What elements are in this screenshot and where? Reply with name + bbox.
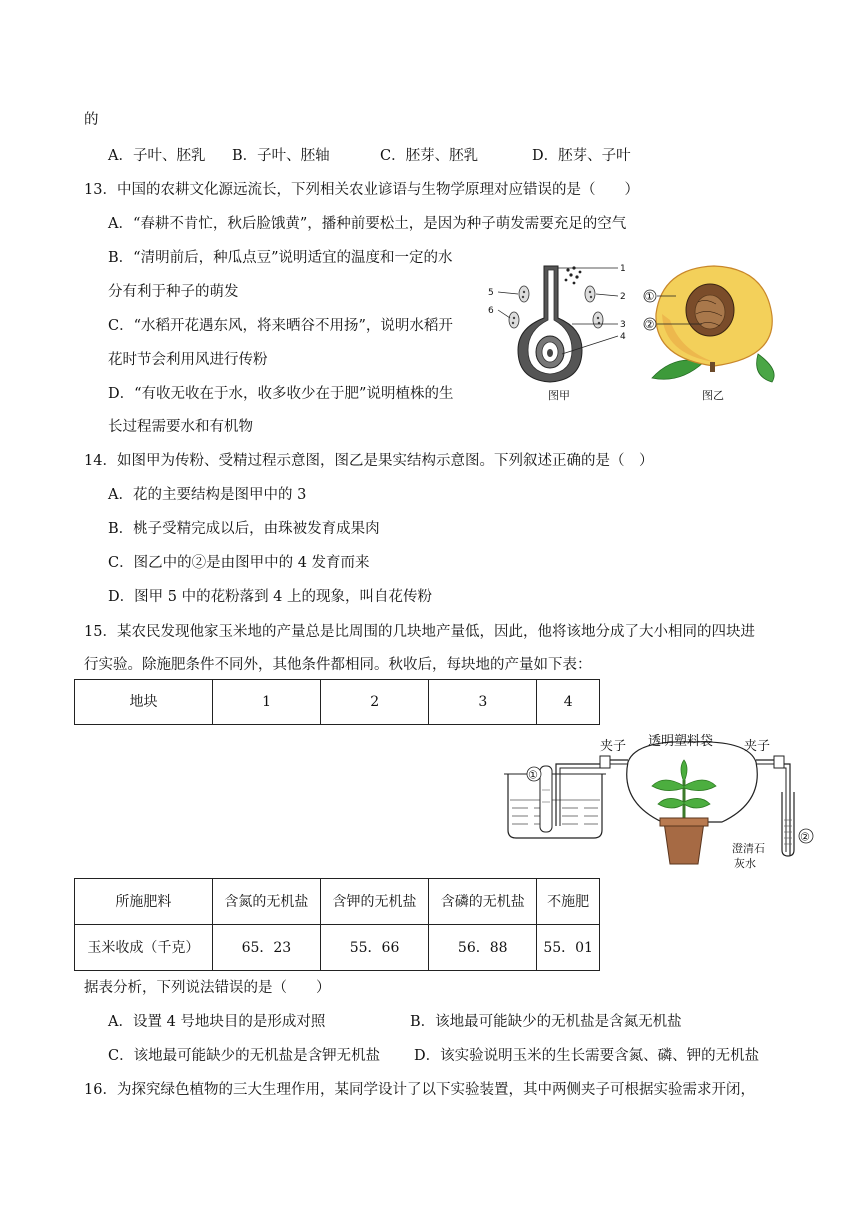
fig-a-label-6: 6	[488, 306, 494, 316]
apparatus-label-2: ②	[800, 830, 810, 844]
figure-experiment-apparatus	[500, 730, 820, 872]
yield-table-cell: 55．01	[537, 925, 600, 971]
q15-analysis: 据表分析，下列说法错误的是（ ）	[84, 980, 331, 996]
clip-right-label: 夹子	[744, 739, 771, 754]
plot-table-cell: 1	[212, 680, 320, 725]
q15-option-a: A．设置 4 号地块目的是形成对照	[108, 1014, 326, 1030]
q12-option-b: B．子叶、胚轴	[232, 148, 330, 164]
q13-option-b-line2: 分有利于种子的萌发	[108, 284, 239, 300]
q13-option-d-line2: 长过程需要水和有机物	[108, 419, 253, 435]
q12-continuation: 的	[84, 112, 99, 128]
bag-label: 透明塑料袋	[648, 734, 714, 749]
limewater-label-line1: 澄清石	[732, 842, 765, 855]
fig-a-label-1: 1	[620, 264, 626, 274]
fig-b-label-2: ②	[644, 318, 655, 331]
q14-option-d: D．图甲 5 中的花粉落到 4 上的现象，叫自花传粉	[108, 589, 433, 605]
q13-option-d-line1: D．“有收无收在于水，收多收少在于肥”说明植株的生	[108, 386, 454, 402]
q16-stem: 16．为探究绿色植物的三大生理作用，某同学设计了以下实验装置，其中两侧夹子可根据实验需求开闭，	[84, 1082, 755, 1098]
q15-stem-line2: 行实验。除施肥条件不同外，其他条件都相同。秋收后，每块地的产量如下表：	[84, 657, 592, 673]
yield-table-cell: 55．66	[320, 925, 428, 971]
fig-a-label-2: 2	[620, 292, 626, 302]
q14-option-a: A．花的主要结构是图甲中的 3	[108, 487, 307, 503]
q13-option-b-line1: B．“清明前后，种瓜点豆”说明适宜的温度和一定的水	[108, 250, 453, 266]
plot-table-cell: 3	[429, 680, 537, 725]
plot-table-header: 地块	[75, 680, 213, 725]
q15-option-b: B．该地最可能缺少的无机盐是含氮无机盐	[410, 1014, 682, 1030]
apparatus-label-1: ①	[528, 768, 538, 782]
fig-a-label-5: 5	[488, 288, 494, 298]
fig-b-label-1: ①	[644, 290, 655, 303]
q13-option-c-line1: C．“水稻开花遇东风，将来晒谷不用扬”，说明水稻开	[108, 318, 453, 334]
q13-option-c-line2: 花时节会利用风进行传粉	[108, 352, 268, 368]
yield-table	[74, 878, 600, 971]
q13-stem: 13．中国的农耕文化源远流长，下列相关农业谚语与生物学原理对应错误的是（ ）	[84, 182, 639, 198]
figure-pollination-diagram	[478, 258, 630, 404]
q15-option-c: C．该地最可能缺少的无机盐是含钾无机盐	[108, 1048, 381, 1064]
q13-option-a: A．“春耕不肯忙，秋后脸饿黄”，播种前要松土，是因为种子萌发需要充足的空气	[108, 216, 627, 232]
yield-table-row-label: 玉米收成（千克）	[75, 925, 213, 971]
figure-fruit-structure	[640, 258, 788, 404]
yield-table-header: 含氮的无机盐	[212, 879, 320, 925]
fig-a-label-4: 4	[620, 332, 626, 342]
plot-table	[74, 679, 600, 725]
q15-stem-line1: 15．某农民发现他家玉米地的产量总是比周围的几块地产量低，因此，他将该地分成了大小相同的四块进	[84, 624, 755, 640]
yield-table-header: 所施肥料	[75, 879, 213, 925]
limewater-label-line2: 灰水	[734, 857, 756, 870]
yield-table-header: 含钾的无机盐	[320, 879, 428, 925]
fig-a-caption: 图甲	[548, 389, 570, 402]
q12-option-d: D．胚芽、子叶	[532, 148, 631, 164]
q14-option-b: B．桃子受精完成以后，由珠被发育成果肉	[108, 521, 380, 537]
plot-table-cell: 4	[537, 680, 600, 725]
fig-a-label-3: 3	[620, 320, 626, 330]
yield-table-cell: 65．23	[212, 925, 320, 971]
fig-b-caption: 图乙	[702, 389, 724, 402]
q15-option-d: D．该实验说明玉米的生长需要含氮、磷、钾的无机盐	[414, 1048, 760, 1064]
q12-option-a: A．子叶、胚乳	[108, 148, 206, 164]
q14-option-c: C．图乙中的②是由图甲中的 4 发育而来	[108, 555, 370, 571]
q14-stem: 14．如图甲为传粉、受精过程示意图，图乙是果实结构示意图。下列叙述正确的是（ ）	[84, 453, 654, 469]
yield-table-header: 不施肥	[537, 879, 600, 925]
q12-option-c: C．胚芽、胚乳	[380, 148, 479, 164]
clip-left-label: 夹子	[600, 739, 627, 754]
yield-table-cell: 56．88	[429, 925, 537, 971]
yield-table-header: 含磷的无机盐	[429, 879, 537, 925]
plot-table-cell: 2	[321, 680, 429, 725]
